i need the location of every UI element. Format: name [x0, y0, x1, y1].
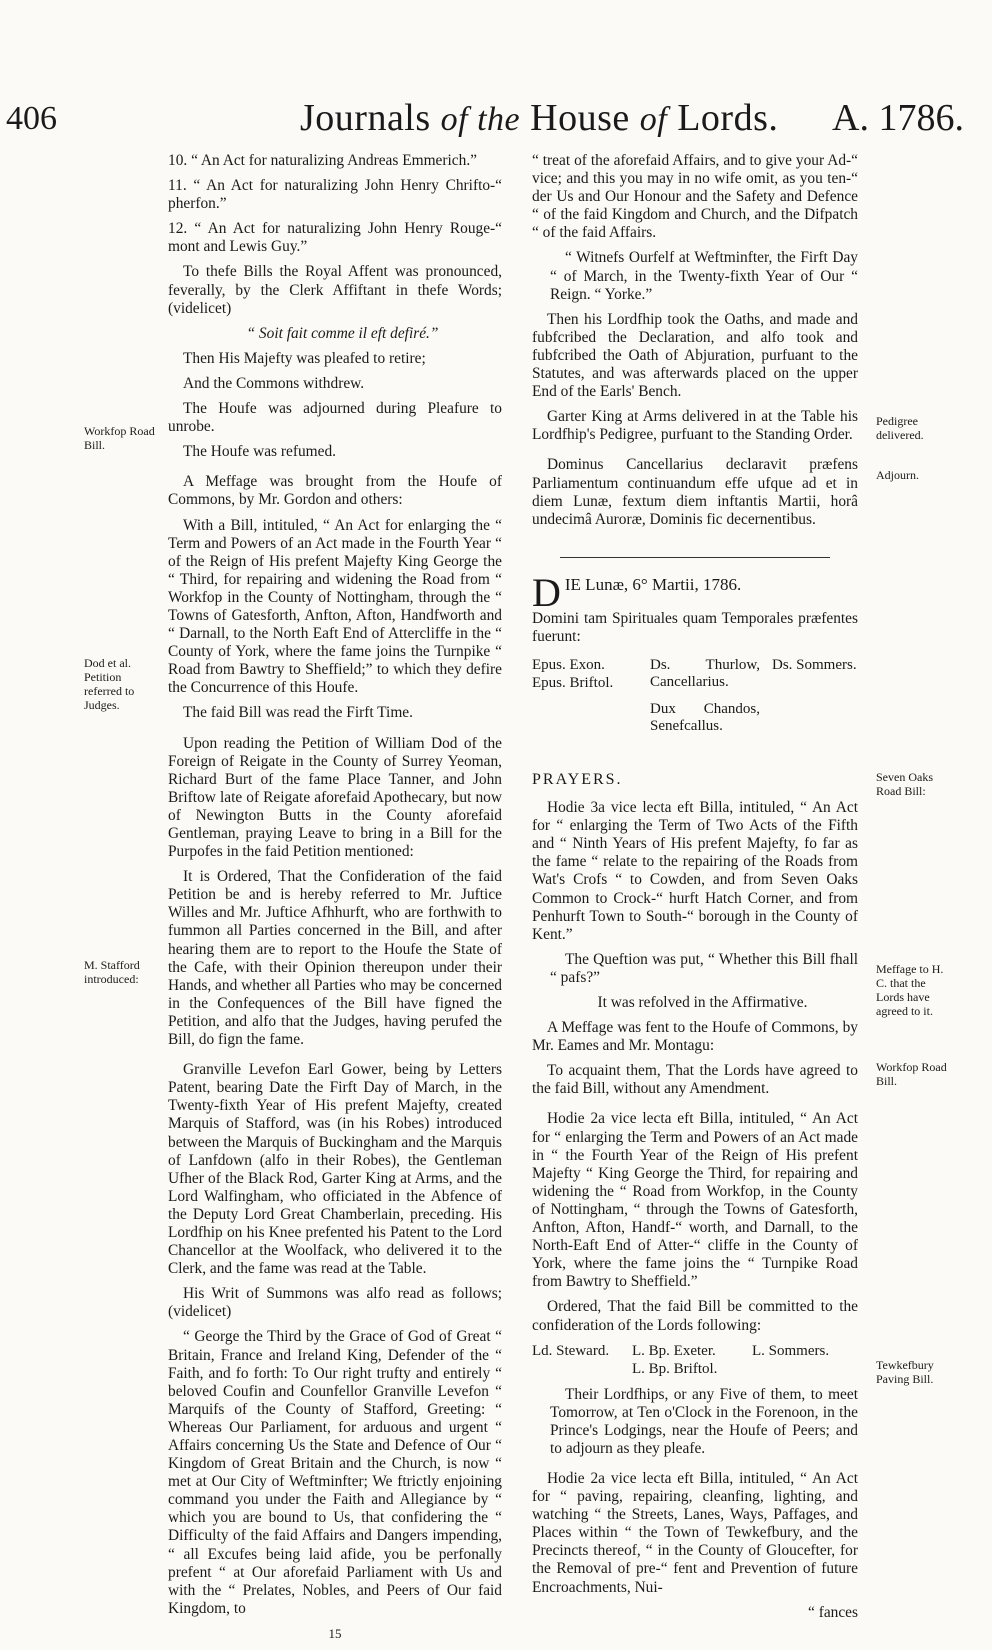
roster-entry: Dux Chandos, Senefcallus.: [650, 700, 760, 734]
committee-member: L. Bp. Briftol.: [632, 1360, 718, 1377]
margin-note: Tewkefbury Paving Bill.: [876, 1358, 934, 1386]
date-text: IE Lunæ, 6° Martii, 1786.: [564, 574, 742, 594]
paragraph: Hodie 3a vice lecta eft Billa, intituled, “ An Act for “ enlarging the Term of Two Acts of the Fifth and “ Ninth Years of His prefent Majefty, fo far as the fame “ relate to the repairing of the Roads from Wat's Crofs “ to Cowden, and from Seven Oaks Common to Crock-“ hurft Hatch Corner, and from Penhurft Town to South-“ borough in the County of Kent.”: [532, 799, 858, 943]
session-date: [532, 569, 858, 615]
title-part: of: [639, 101, 668, 138]
paragraph: The Houfe was adjourned during Pleafure to unrobe.: [168, 400, 502, 436]
paragraph: To acquaint them, That the Lords have agreed to the faid Bill, without any Amendment.: [532, 1062, 858, 1098]
margin-note: M. Stafford introduced:: [84, 958, 140, 986]
paragraph: Dominus Cancellarius declaravit præfens Parliamentum continuandum effe ufque ad et in diem Lunæ, fextum diem inftantis Martii, horâ undecimâ Auroræ, Dominis fic decernentibus.: [532, 456, 858, 528]
title-part: Journals: [300, 97, 431, 139]
paragraph: It was refolved in the Affirmative.: [597, 994, 808, 1011]
paragraph: To thefe Bills the Royal Affent was pronounced, feverally, by the Clerk Affiftant in thefe Words; (videlicet): [168, 263, 502, 317]
paragraph: “ treat of the aforefaid Affairs, and to give your Ad-“ vice; and this you may in no wife omit, as you ten-“ der Us and Our Honour and the Safety and Defence “ of the faid Kingdom and Church, and the Difpatch “ of the faid Affairs.: [532, 152, 858, 242]
paragraph: 12. “ An Act for naturalizing John Henry Rouge-“ mont and Lewis Guy.”: [168, 220, 502, 256]
right-column: [532, 152, 858, 1629]
paragraph: “ Witnefs Ourfelf at Weftminfter, the Firft Day “ of March, in the Twenty-fixth Year of Our “ Reign. “ Yorke.”: [550, 249, 858, 303]
paragraph: It is Ordered, That the Confideration of the faid Petition be and is hereby referred to Mr. Juftice Willes and Mr. Juftice Afhhurft, who are forthwith to fummon all Parties concerned in the Bill, and after hearing them are to report to the Houfe the State of the Cafe, with their Opinion thereupon under their Hands, and whether all Parties who may be concerned in the Confequences of the Bill have figned the Petition, and alfo that the Judges, having perufed the Bill, do fign the fame.: [168, 868, 502, 1049]
roster-entry: Ds. Sommers.: [772, 656, 857, 673]
paragraph: Then his Lordfhip took the Oaths, and made and fubfcribed the Declaration, and alfo took and fubfcribed the Oath of Abjuration, purfuant to the Statutes, and was afterwards placed on the upper End of the Earls' Bench.: [532, 310, 858, 401]
margin-note: Pedigree delivered.: [876, 414, 924, 442]
margin-note: Adjourn.: [876, 468, 919, 482]
title-part: House: [530, 97, 630, 139]
paragraph: Granville Levefon Earl Gower, being by Letters Patent, bearing Date the Firft Day of March, in the Twenty-fixth Year of His prefent Majefty, created Marquis of Stafford, was (in his Robes) introduced between the Marquis of Buckingham and the Marquis of Lanfdown (alfo in their Robes), the Gentleman Ufher of the Black Rod, Garter King at Arms, and the Lord Walfingham, who officiated in the Abfence of the Deputy Lord Great Chamberlain, preceding. His Lordfhip on his Knee prefented his Patent to the Lord Chancellor at the Woolfack, who delivered it to the Clerk, and the fame was read at the Table.: [168, 1061, 502, 1278]
prayers-heading: PRAYERS.: [532, 770, 623, 788]
paragraph: “ George the Third by the Grace of God of Great “ Britain, France and Ireland King, Defender of the “ Faith, and fo forth: To Our right trufty and entirely “ beloved Coufin and Counfellor Granville Levefon “ Marquifs of the County of Stafford, Greeting: “ Whereas Our Parliament, for arduous and urgent “ Affairs concerning Us the State and Defence of Our “ Kingdom of Great Britain and the Church, is now “ met at Our City of Weftminfter; We ftrictly enjoining command you under the Faith and Allegiance by “ which you are bound to Us, that confidering the “ Difficulty of the faid Affairs and Dangers impending, “ all Excufes being laid afide, you be perfonally prefent “ at Our aforefaid Parliament with Us and with the “ Prelates, Nobles, and Peers of Our faid Kingdom, to: [168, 1328, 502, 1617]
paragraph: Their Lordfhips, or any Five of them, to meet Tomorrow, at Ten o'Clock in the Forenoon, in the Prince's Lodgings, near the Houfe of Peers; and to adjourn as they pleafe.: [550, 1385, 858, 1457]
page-number: 406: [6, 100, 57, 137]
paragraph: Hodie 2a vice lecta eft Billa, intituled, “ An Act for “ enlarging the Term and Powers of an Act made in “ the Fourth Year of the Reign of His prefent Majefty “ King George the Third, for repairing and widening the “ Road from Workfop, in the County of Nottingham, “ through the Towns of Gatesforth, Anfton, Afton, Handf-“ worth, and Darnall, to the North-Eaft End of Atter-“ cliffe in the County of York, where the fame joins the “ Turnpike Road from Bawtry to Sheffield.”: [532, 1110, 858, 1291]
paragraph: “ Soit fait comme il eft defiré.”: [246, 324, 439, 342]
committee-list: [532, 1342, 858, 1380]
drop-cap: D: [532, 569, 561, 615]
roster-entry: Ds. Thurlow, Cancellarius.: [650, 656, 760, 690]
attendance-roster: [532, 653, 858, 763]
roster-entry: Epus. Exon.: [532, 656, 605, 673]
title-part: Lords.: [677, 97, 779, 139]
title-part: of the: [440, 101, 521, 138]
paragraph: The Houfe was refumed.: [183, 443, 336, 461]
paragraph: Upon reading the Petition of William Dod of the Foreign of Reigate in the County of Surrey Yeoman, Richard Burt of the fame Place Tanner, and John Briftow late of Reigate aforefaid Apothecary, but now of Newington Butts in the County aforefaid Gentleman, praying Leave to bring in a Bill for the Purpofes in the faid Petition mentioned:: [168, 734, 502, 861]
paragraph: Hodie 2a vice lecta eft Billa, intituled, “ An Act for “ paving, repairing, cleanfing, lighting, and watching “ the Streets, Lanes, Ways, Paffages, and Places within “ the Town of Tewkefbury, and the Precincts thereof, “ in the County of Gloucefter, for the Removal of pre-“ fent and Prevention of future Encroachments, Nui-: [532, 1469, 858, 1596]
paragraph: A Meffage was fent to the Houfe of Commons, by Mr. Eames and Mr. Montagu:: [532, 1019, 858, 1055]
running-title: [300, 96, 778, 140]
margin-note: Dod et al. Petition referred to Judges.: [84, 656, 135, 712]
margin-note: Seven Oaks Road Bill:: [876, 770, 933, 798]
paragraph: 10. “ An Act for naturalizing Andreas Emmerich.”: [168, 152, 477, 169]
signature-mark: 15: [328, 1625, 342, 1641]
margin-note: Workfop Road Bill.: [84, 424, 155, 452]
left-column: [168, 152, 502, 1650]
paragraph: With a Bill, intituled, “ An Act for enlarging the “ Term and Powers of an Act made in the Fourth Year “ of the Reign of His prefent Majefty King George the “ Third, for repairing and widening the Road from “ Workfop in the County of Nottingham, through the “ Towns of Gatesforth, Anfton, Afton, Handfworth and “ Darnall, to the North Eaft End of Attercliffe in the “ County of York, where the fame joins the Turnpike “ Road from Bawtry to Sheffield;” to which they defire the Concurrence of this Houfe.: [168, 516, 502, 697]
paragraph: Domini tam Spirituales quam Temporales præfentes fuerunt:: [532, 609, 858, 645]
paragraph: Then His Majefty was pleafed to retire;: [183, 349, 426, 367]
section-divider: [560, 557, 830, 558]
paragraph: The faid Bill was read the Firft Time.: [183, 704, 413, 722]
catchword: “ fances: [808, 1603, 858, 1621]
paragraph: Garter King at Arms delivered in at the Table his Lordfhip's Pedigree, purfuant to the Standing Order.: [532, 408, 858, 444]
paragraph: And the Commons withdrew.: [183, 374, 365, 392]
committee-member: L. Bp. Exeter.: [632, 1342, 716, 1359]
paragraph: His Writ of Summons was alfo read as follows; (videlicet): [168, 1285, 502, 1321]
committee-member: Ld. Steward.: [532, 1342, 610, 1359]
margin-note: Meffage to H. C. that the Lords have agreed to it.: [876, 962, 944, 1018]
paragraph: Ordered, That the faid Bill be committed to the confideration of the Lords following:: [532, 1298, 858, 1334]
roster-entry: Epus. Briftol.: [532, 674, 614, 691]
committee-member: L. Sommers.: [752, 1342, 830, 1359]
paragraph: 11. “ An Act for naturalizing John Henry Chrifto-“ pherfon.”: [168, 177, 502, 213]
year: A. 1786.: [832, 97, 964, 139]
margin-note: Workfop Road Bill.: [876, 1060, 947, 1088]
paragraph: The Queftion was put, “ Whether this Bill fhall “ pafs?”: [550, 950, 858, 986]
page-header: [0, 0, 992, 150]
paragraph: A Meffage was brought from the Houfe of Commons, by Mr. Gordon and others:: [168, 473, 502, 509]
